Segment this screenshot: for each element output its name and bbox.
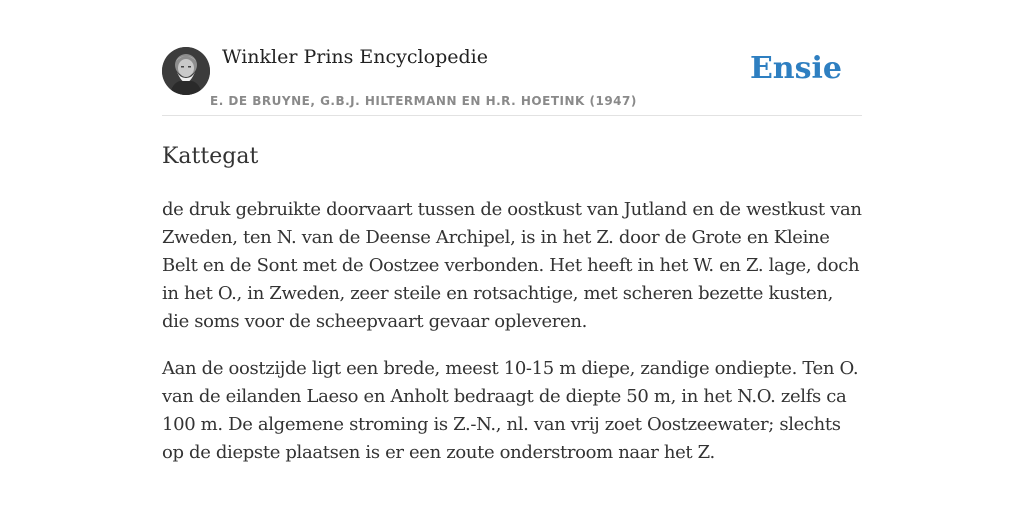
header <box>162 0 862 116</box>
authors: E. DE BRUYNE, G.B.J. HILTERMANN EN H.R. HOETINK (1947) <box>210 94 637 108</box>
brand-logo[interactable]: Ensie <box>749 51 842 86</box>
entry-title: Kattegat <box>162 144 259 169</box>
book-title[interactable]: Winkler Prins Encyclopedie <box>222 46 488 68</box>
page <box>162 0 862 467</box>
avatar[interactable] <box>162 47 210 95</box>
bearded-man-portrait-icon <box>162 47 210 95</box>
entry-paragraph: Aan de oostzijde ligt een brede, meest 10-15 m diepe, zandige ondiepte. Ten O. van de eilanden Laeso en Anholt bedraagt de diepte 50 m, in het N.O. zelfs ca 100 m. De algemene stroming is Z.-N., nl. van vrij zoet Oostzeewater; slechts op de diepste plaatsen is er een zoute onderstroom naar het Z. <box>162 358 859 463</box>
entry-body <box>162 196 862 467</box>
entry-paragraph: de druk gebruikte doorvaart tussen de oostkust van Jutland en de westkust van Zweden, ten N. van de Deense Archipel, is in het Z. door de Grote en Kleine Belt en de Sont met de Oostzee verbonden. Het heeft in het W. en Z. lage, doch in het O., in Zweden, zeer steile en rotsachtige, met scheren bezette kusten, die soms voor de scheepvaart gevaar opleveren. <box>162 199 862 332</box>
